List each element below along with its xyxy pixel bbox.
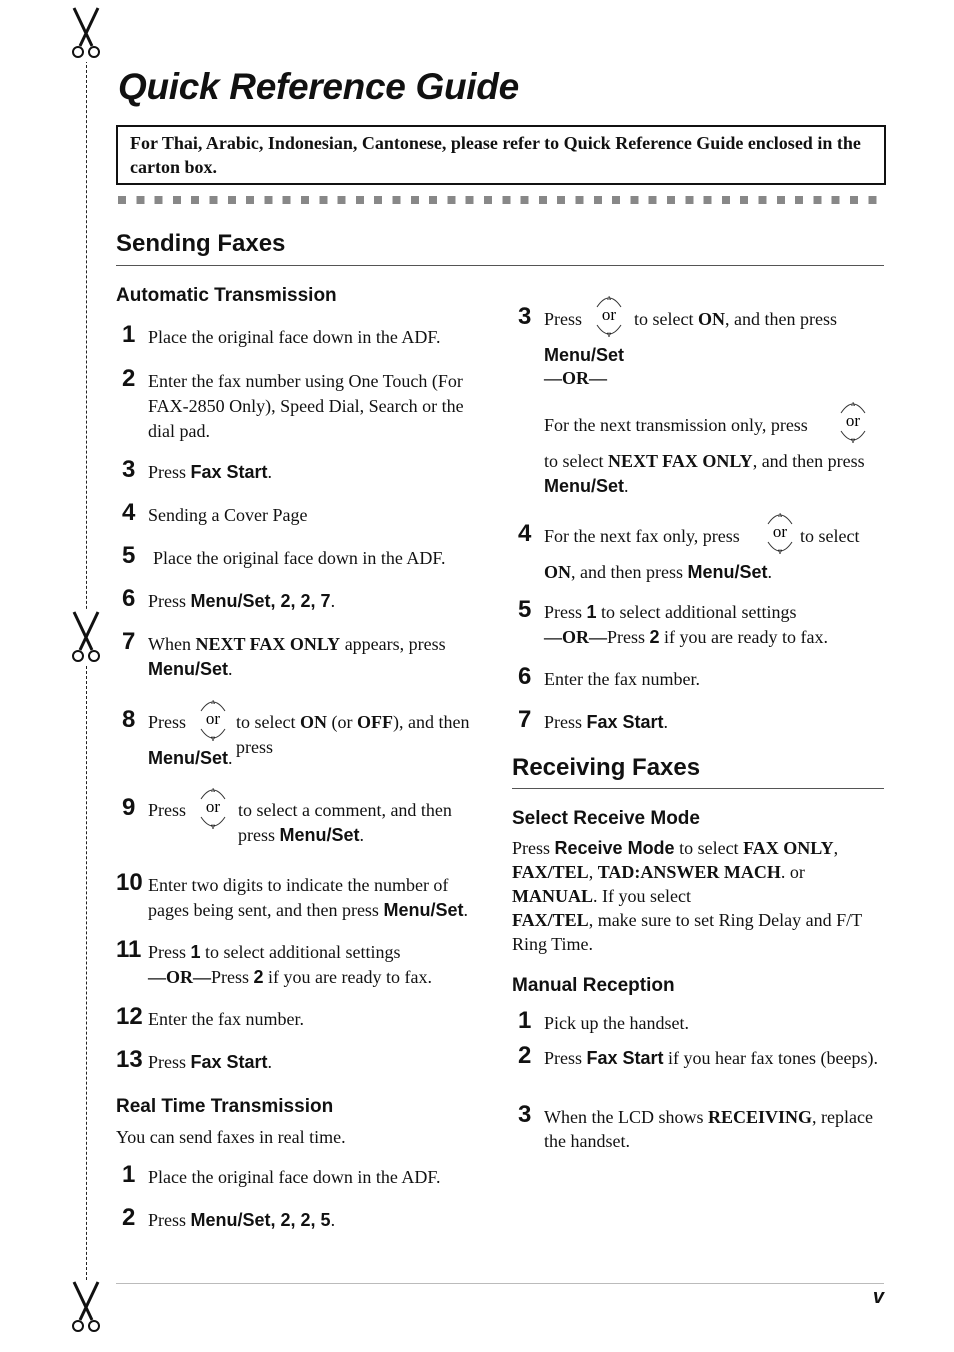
step-text: Press Fax Start. — [544, 712, 669, 732]
step-text: Enter the fax number. — [148, 1009, 304, 1029]
step-text: to select ON (or OFF), and then press — [236, 712, 470, 757]
up-down-navigation-icon — [196, 785, 230, 831]
svg-text:Δ: Δ — [607, 296, 611, 302]
step-number: 3 — [122, 456, 136, 483]
subheading-real-time: Real Time Transmission — [116, 1096, 334, 1117]
step-text: Press 1 to select additional settings —OR—Press 2 if you are ready to fax. — [148, 942, 432, 987]
section-heading-sending: Sending Faxes — [116, 230, 286, 257]
step-text: Press — [544, 309, 583, 329]
page-number: v — [872, 1286, 884, 1308]
step-text: Place the original face down in the ADF. — [153, 548, 446, 568]
svg-text:or: or — [845, 411, 861, 430]
step-text: For the next transmission only, press — [544, 415, 808, 435]
step-number: 12 — [116, 1003, 143, 1030]
scissors-icon — [68, 6, 104, 62]
receive-mode-text: Press Receive Mode to select FAX ONLY, FAX/TEL, TAD:ANSWER MACH. or MANUAL. If you select FAX/TEL, make sure to set Ring Delay and F/T Ring Time. — [512, 838, 862, 954]
step-text: Press Menu/Set, 2, 2, 5. — [148, 1210, 336, 1230]
step-number: 7 — [518, 706, 532, 733]
step-number: 4 — [122, 499, 136, 526]
step-text: Pick up the handset. — [544, 1013, 689, 1033]
step-number: 10 — [116, 869, 143, 896]
up-down-navigation-icon — [196, 697, 230, 743]
step-number: 2 — [122, 1204, 136, 1231]
language-note: For Thai, Arabic, Indonesian, Cantonese, please refer to Quick Reference Guide enclosed in the carton box. — [116, 125, 886, 185]
step-text: When the LCD shows RECEIVING, replace the handset. — [544, 1107, 873, 1151]
step-text: Menu/Set. — [148, 748, 233, 768]
section-heading-receiving: Receiving Faxes — [512, 754, 701, 781]
step-number: 5 — [122, 542, 136, 569]
step-number: 3 — [518, 1101, 532, 1128]
dashed-divider — [118, 196, 884, 204]
step-text: For the next fax only, press — [544, 526, 740, 546]
subheading-manual-reception: Manual Reception — [512, 975, 675, 996]
svg-text:∇: ∇ — [210, 737, 216, 743]
step-number: 1 — [122, 1161, 136, 1188]
step-number: 9 — [122, 794, 136, 821]
step-number: 7 — [122, 628, 136, 655]
step-number: 6 — [122, 585, 136, 612]
step-text: Enter two digits to indicate the number of pages being sent, and then press Menu/Set. — [148, 875, 468, 920]
up-down-navigation-icon — [763, 510, 797, 556]
svg-text:Δ: Δ — [851, 402, 855, 408]
step-text: Press — [148, 800, 187, 820]
svg-text:∇: ∇ — [850, 439, 856, 445]
footer-rule — [116, 1283, 884, 1284]
step-text: Press 1 to select additional settings —OR—Press 2 if you are ready to fax. — [544, 602, 828, 647]
up-down-navigation-icon — [592, 293, 626, 339]
step-number: 6 — [518, 663, 532, 690]
step-text: Press Fax Start. — [148, 1052, 273, 1072]
step-text: ON, and then press Menu/Set. — [544, 562, 772, 582]
svg-text:or: or — [772, 522, 788, 541]
step-text: When NEXT FAX ONLY appears, press Menu/Set. — [148, 634, 446, 679]
step-number: 1 — [122, 321, 136, 348]
step-text: Press Fax Start if you hear fax tones (beeps). — [544, 1048, 878, 1068]
step-number: 2 — [122, 365, 136, 392]
step-number: 3 — [518, 303, 532, 330]
svg-text:∇: ∇ — [777, 550, 783, 556]
scissors-icon — [68, 1280, 104, 1336]
step-text: to select NEXT FAX ONLY, and then press Menu/Set. — [544, 451, 865, 496]
step-text: Place the original face down in the ADF. — [148, 327, 441, 347]
step-text: to select — [800, 526, 860, 546]
heading-rule — [116, 265, 884, 266]
subheading-automatic: Automatic Transmission — [116, 285, 337, 306]
step-text: Enter the fax number. — [544, 669, 700, 689]
step-number: 11 — [116, 936, 142, 963]
step-text: Sending a Cover Page — [148, 505, 308, 525]
step-number: 8 — [122, 706, 136, 733]
svg-text:or: or — [601, 305, 617, 324]
svg-text:or: or — [205, 709, 221, 728]
step-number: 2 — [518, 1042, 532, 1069]
real-time-intro: You can send faxes in real time. — [116, 1127, 346, 1147]
heading-rule — [512, 788, 884, 789]
step-number: 13 — [116, 1046, 143, 1073]
scissors-icon — [68, 610, 104, 666]
step-text: Enter the fax number using One Touch (For FAX-2850 Only), Speed Dial, Search or the dial pad. — [148, 371, 464, 441]
step-text: Press Fax Start. — [148, 462, 273, 482]
step-text: Press — [148, 712, 187, 732]
svg-text:or: or — [205, 797, 221, 816]
svg-text:∇: ∇ — [606, 333, 612, 339]
step-number: 1 — [518, 1007, 532, 1034]
step-text: Press Menu/Set, 2, 2, 7. — [148, 591, 336, 611]
svg-text:Δ: Δ — [211, 700, 215, 706]
step-number: 4 — [518, 520, 532, 547]
svg-text:Δ: Δ — [211, 788, 215, 794]
up-down-navigation-icon — [836, 399, 870, 445]
svg-text:Δ: Δ — [778, 513, 782, 519]
step-text: Place the original face down in the ADF. — [148, 1167, 441, 1187]
svg-text:∇: ∇ — [210, 825, 216, 831]
step-text: Menu/Set — [544, 345, 625, 365]
page-title: Quick Reference Guide — [118, 66, 519, 107]
step-number: 5 — [518, 596, 532, 623]
step-text: to select a comment, and then press Menu/Set. — [238, 800, 452, 845]
or-separator: —OR— — [544, 368, 607, 388]
subheading-receive-mode: Select Receive Mode — [512, 808, 700, 829]
step-text: to select ON, and then press — [634, 309, 837, 329]
cut-line — [86, 60, 87, 1300]
